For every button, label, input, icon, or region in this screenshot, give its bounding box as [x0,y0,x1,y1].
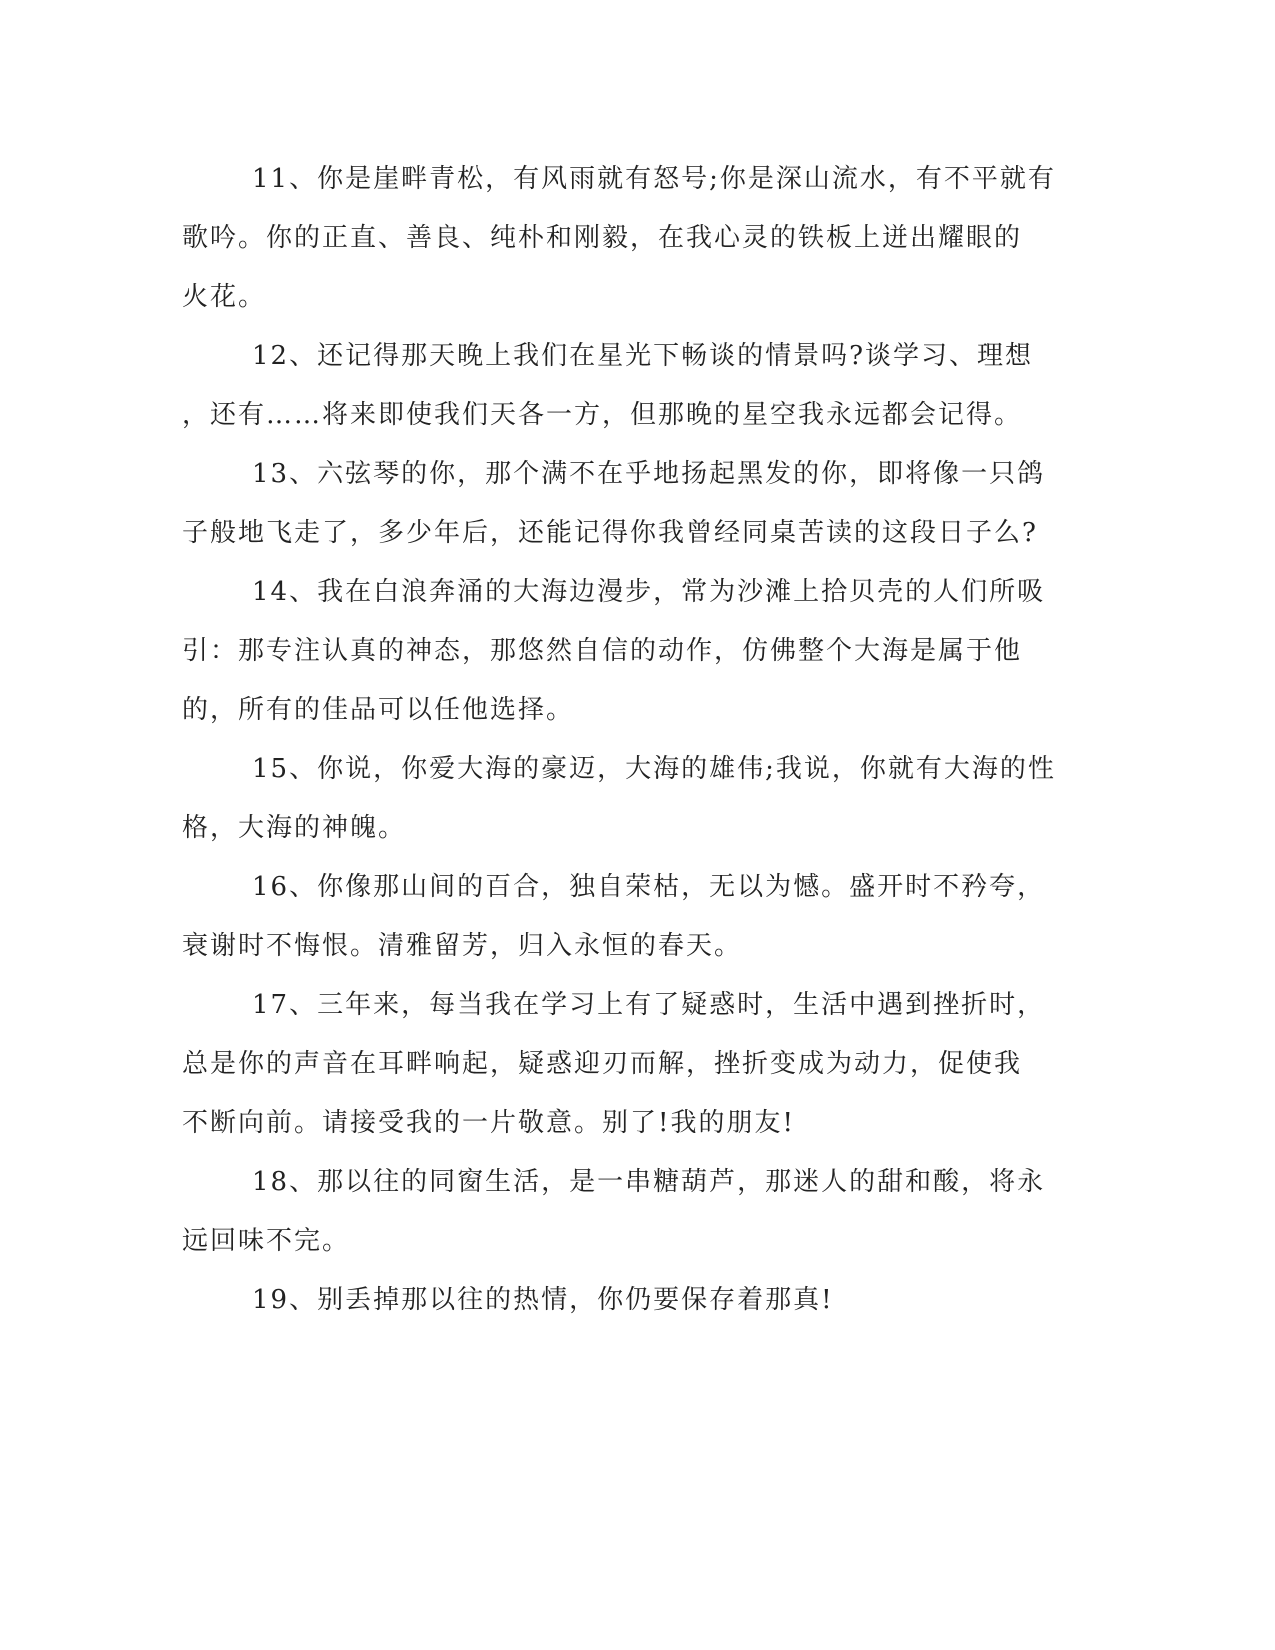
paragraph-line: 11、你是崖畔青松，有风雨就有怒号;你是深山流水，有不平就有 [252,164,1056,194]
paragraph-line: 的，所有的佳品可以任他选择。 [182,695,575,725]
paragraph-11 [182,150,1056,327]
paragraph-line: 远回味不完。 [182,1226,351,1256]
paragraph-14 [182,563,1046,740]
paragraph-line: 不断向前。请接受我的一片敬意。别了!我的朋友! [182,1108,795,1138]
paragraph-line: 14、我在白浪奔涌的大海边漫步，常为沙滩上拾贝壳的人们所吸 [252,577,1046,607]
paragraph-line: 19、别丢掉那以往的热情，你仍要保存着那真! [252,1285,834,1315]
paragraph-line: 15、你说，你爱大海的豪迈，大海的雄伟;我说，你就有大海的性 [252,754,1056,784]
paragraph-line: 18、那以往的同窗生活，是一串糖葫芦，那迷人的甜和酸，将永 [252,1167,1046,1197]
paragraph-line: 12、还记得那天晚上我们在星光下畅谈的情景吗?谈学习、理想 [252,341,1034,371]
paragraph-line: 衰谢时不悔恨。清雅留芳，归入永恒的春天。 [182,931,743,961]
paragraph-line: 总是你的声音在耳畔响起，疑惑迎刃而解，挫折变成为动力，促使我 [182,1049,1023,1079]
paragraph-line: ，还有……将来即使我们天各一方，但那晚的星空我永远都会记得。 [182,400,1023,430]
paragraph-18 [182,1153,1046,1271]
paragraph-12 [182,327,1042,445]
paragraph-19 [182,1271,1042,1330]
paragraph-line: 引：那专注认真的神态，那悠然自信的动作，仿佛整个大海是属于他 [182,636,1023,666]
paragraph-line: 火花。 [182,282,267,312]
paragraph-13 [182,445,1046,563]
paragraph-17 [182,976,1046,1153]
paragraph-line: 歌吟。你的正直、善良、纯朴和刚毅，在我心灵的铁板上迸出耀眼的 [182,223,1023,253]
paragraph-line: 13、六弦琴的你，那个满不在乎地扬起黑发的你，即将像一只鸽 [252,459,1046,489]
paragraph-15 [182,740,1056,858]
paragraph-line: 格，大海的神魄。 [182,813,407,843]
paragraph-16 [182,858,1046,976]
document-body [182,150,1056,1330]
paragraph-line: 子般地飞走了，多少年后，还能记得你我曾经同桌苦读的这段日子么? [182,518,1038,548]
paragraph-line: 16、你像那山间的百合，独自荣枯，无以为憾。盛开时不矜夸， [252,872,1046,902]
paragraph-line: 17、三年来，每当我在学习上有了疑惑时，生活中遇到挫折时， [252,990,1046,1020]
